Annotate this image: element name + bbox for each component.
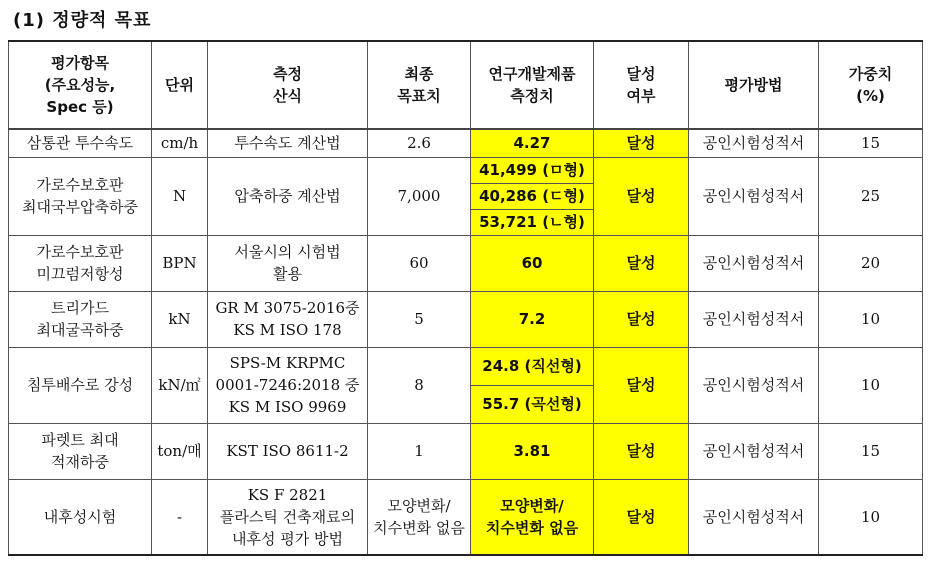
cell-unit: cm/h — [152, 129, 208, 157]
header-unit: 단위 — [152, 41, 208, 129]
cell-target: 8 — [368, 347, 471, 423]
cell-weight: 10 — [819, 291, 923, 347]
cell-achieved: 달성 — [594, 423, 689, 479]
header-achieved: 달성 여부 — [594, 41, 689, 129]
table-row — [9, 157, 923, 183]
section-title: (1) 정량적 목표 — [13, 10, 152, 31]
cell-formula: 투수속도 계산법 — [208, 129, 368, 157]
cell-measured: 41,499 (ㅁ형) — [471, 157, 594, 183]
cell-measured: 7.2 — [471, 291, 594, 347]
cell-weight: 25 — [819, 157, 923, 235]
table-row — [9, 347, 923, 385]
table-row — [9, 235, 923, 291]
cell-target: 60 — [368, 235, 471, 291]
cell-measured: 24.8 (직선형) — [471, 347, 594, 385]
cell-item: 가로수보호판 미끄럼저항성 — [9, 235, 152, 291]
cell-unit: kN/㎡ — [152, 347, 208, 423]
cell-unit: - — [152, 479, 208, 555]
cell-method: 공인시험성적서 — [689, 157, 819, 235]
quantitative-goals-table — [8, 40, 923, 556]
cell-target: 7,000 — [368, 157, 471, 235]
cell-weight: 10 — [819, 347, 923, 423]
header-target: 최종 목표치 — [368, 41, 471, 129]
header-formula: 측정 산식 — [208, 41, 368, 129]
cell-weight: 15 — [819, 423, 923, 479]
cell-item: 트리가드 최대굴곡하중 — [9, 291, 152, 347]
cell-target: 5 — [368, 291, 471, 347]
cell-target: 2.6 — [368, 129, 471, 157]
cell-measured: 40,286 (ㄷ형) — [471, 183, 594, 209]
cell-unit: N — [152, 157, 208, 235]
cell-measured: 60 — [471, 235, 594, 291]
cell-formula: KST ISO 8611-2 — [208, 423, 368, 479]
cell-method: 공인시험성적서 — [689, 129, 819, 157]
cell-formula: KS F 2821 플라스틱 건축재료의 내후성 평가 방법 — [208, 479, 368, 555]
cell-measured: 55.7 (곡선형) — [471, 385, 594, 423]
cell-item: 삼통관 투수속도 — [9, 129, 152, 157]
cell-item: 가로수보호판 최대국부압축하중 — [9, 157, 152, 235]
cell-unit: ton/매 — [152, 423, 208, 479]
cell-formula: 압축하중 계산법 — [208, 157, 368, 235]
table-row — [9, 129, 923, 157]
cell-achieved: 달성 — [594, 129, 689, 157]
cell-achieved: 달성 — [594, 157, 689, 235]
cell-method: 공인시험성적서 — [689, 235, 819, 291]
cell-item: 파렛트 최대 적재하중 — [9, 423, 152, 479]
table-row — [9, 423, 923, 479]
table-row — [9, 291, 923, 347]
cell-unit: kN — [152, 291, 208, 347]
cell-measured: 4.27 — [471, 129, 594, 157]
cell-item: 침투배수로 강성 — [9, 347, 152, 423]
cell-method: 공인시험성적서 — [689, 291, 819, 347]
header-item: 평가항목 (주요성능, Spec 등) — [9, 41, 152, 129]
header-row — [9, 41, 923, 129]
cell-method: 공인시험성적서 — [689, 479, 819, 555]
cell-achieved: 달성 — [594, 347, 689, 423]
table-row — [9, 479, 923, 555]
cell-weight: 20 — [819, 235, 923, 291]
cell-measured: 3.81 — [471, 423, 594, 479]
cell-formula: 서울시의 시험법 활용 — [208, 235, 368, 291]
cell-weight: 15 — [819, 129, 923, 157]
cell-achieved: 달성 — [594, 235, 689, 291]
cell-method: 공인시험성적서 — [689, 423, 819, 479]
header-weight: 가중치 (%) — [819, 41, 923, 129]
cell-weight: 10 — [819, 479, 923, 555]
cell-method: 공인시험성적서 — [689, 347, 819, 423]
cell-achieved: 달성 — [594, 479, 689, 555]
cell-measured: 모양변화/ 치수변화 없음 — [471, 479, 594, 555]
cell-measured: 53,721 (ㄴ형) — [471, 209, 594, 235]
cell-target: 모양변화/ 치수변화 없음 — [368, 479, 471, 555]
cell-achieved: 달성 — [594, 291, 689, 347]
cell-formula: GR M 3075-2016중 KS M ISO 178 — [208, 291, 368, 347]
cell-unit: BPN — [152, 235, 208, 291]
cell-target: 1 — [368, 423, 471, 479]
header-method: 평가방법 — [689, 41, 819, 129]
header-measured: 연구개발제품 측정치 — [471, 41, 594, 129]
cell-formula: SPS-M KRPMC 0001-7246:2018 중 KS M ISO 9969 — [208, 347, 368, 423]
cell-item: 내후성시험 — [9, 479, 152, 555]
